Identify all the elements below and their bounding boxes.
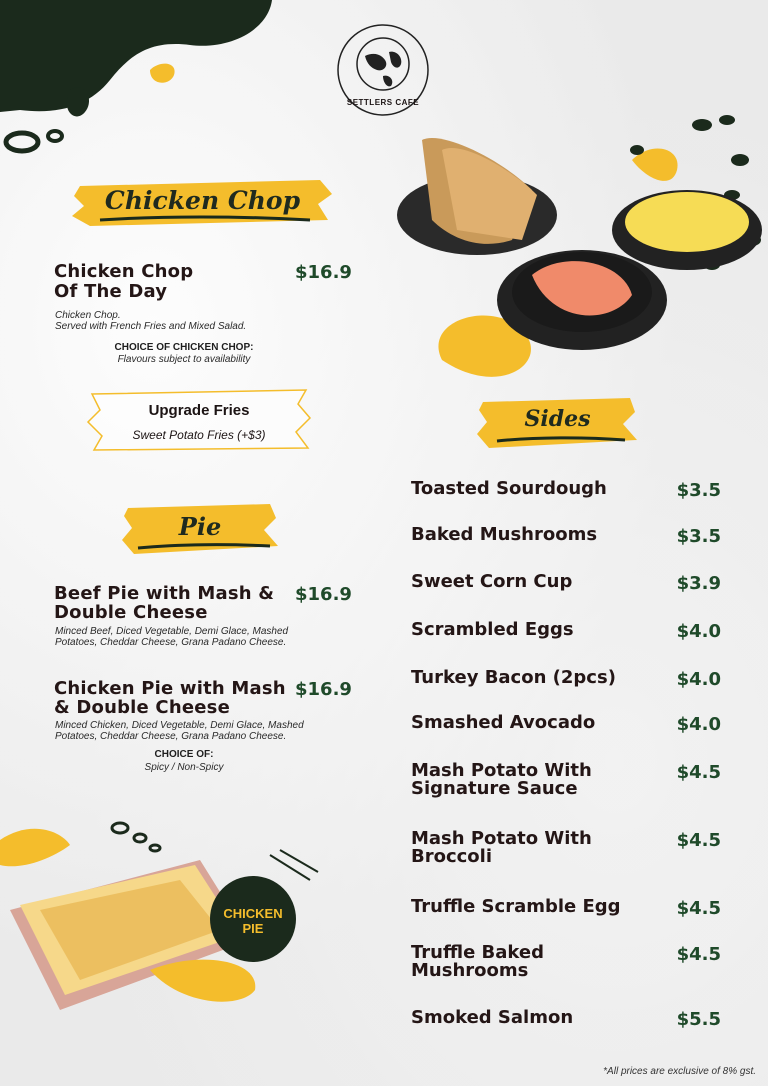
chicken-chop-choice-title: CHOICE OF CHICKEN CHOP: xyxy=(114,342,254,353)
side-item-price: $4.0 xyxy=(676,714,721,735)
side-item xyxy=(411,619,721,642)
upgrade-fries-frame xyxy=(84,388,314,454)
side-item-price: $4.0 xyxy=(676,669,721,690)
side-item-price: $3.9 xyxy=(676,573,721,594)
pie-choice-note: Spicy / Non-Spicy xyxy=(144,762,224,773)
side-item-name xyxy=(411,944,721,980)
chicken-pie-name xyxy=(54,679,286,717)
side-item-price: $3.5 xyxy=(676,480,721,501)
chicken-pie-desc-line2: Potatoes, Cheddar Cheese, Grana Padano Cheese. xyxy=(55,731,287,742)
side-item xyxy=(411,712,721,735)
chicken-pie-price: $16.9 xyxy=(295,679,352,700)
pie-choice-title: CHOICE OF: xyxy=(154,749,214,760)
chicken-pie-badge xyxy=(210,876,296,962)
side-item-name xyxy=(411,898,721,916)
upgrade-fries-title: Upgrade Fries xyxy=(148,402,250,419)
chicken-pie-name-line2: & Double Cheese xyxy=(54,697,230,718)
badge-line1: CHICKEN xyxy=(223,906,283,921)
side-item xyxy=(411,762,721,798)
side-item-name-line1: Turkey Bacon (2pcs) xyxy=(411,667,616,688)
side-item-name xyxy=(411,621,721,639)
beef-pie-desc-line1: Minced Beef, Diced Vegetable, Demi Glace, Mashed xyxy=(55,626,289,637)
side-item xyxy=(411,571,721,594)
beef-pie-name-line2: Double Cheese xyxy=(54,602,208,623)
chicken-chop-description xyxy=(55,310,246,332)
side-item xyxy=(411,830,721,866)
side-item-price: $4.5 xyxy=(676,898,721,919)
chicken-pie-badge-text xyxy=(210,906,296,936)
side-item-price: $4.0 xyxy=(676,621,721,642)
beef-pie-desc-line2: Potatoes, Cheddar Cheese, Grana Padano Cheese. xyxy=(55,637,287,648)
side-item-name-line2: Broccoli xyxy=(411,846,493,867)
side-item-name-line1: Baked Mushrooms xyxy=(411,524,598,545)
logo-text: SETTLERS CAFE xyxy=(346,98,420,107)
side-item-name-line1: Scrambled Eggs xyxy=(411,619,574,640)
side-item-name xyxy=(411,762,721,798)
breakfast-bowls-image xyxy=(382,100,768,390)
side-item-name xyxy=(411,573,721,591)
chicken-chop-heading: Chicken Chop xyxy=(104,186,301,215)
upgrade-fries-option: Sweet Potato Fries (+$3) xyxy=(132,428,266,442)
chicken-chop-name-line2: Of The Day xyxy=(54,281,168,302)
chicken-chop-desc-line2: Served with French Fries and Mixed Salad. xyxy=(55,321,247,332)
side-item-name-line2: Mushrooms xyxy=(411,960,529,981)
side-item-price: $4.5 xyxy=(676,944,721,965)
side-item-name xyxy=(411,669,721,687)
side-item-name-line1: Sweet Corn Cup xyxy=(411,571,573,592)
chicken-pie-desc-line1: Minced Chicken, Diced Vegetable, Demi Glace, Mashed xyxy=(55,720,304,731)
side-item-name-line1: Mash Potato With xyxy=(411,828,592,849)
beef-pie-name-line1: Beef Pie with Mash & xyxy=(54,583,275,604)
side-item-name-line1: Smoked Salmon xyxy=(411,1007,574,1028)
pie-heading: Pie xyxy=(178,512,222,541)
chicken-chop-desc-line1: Chicken Chop. xyxy=(55,310,121,321)
side-item xyxy=(411,478,721,501)
side-item-name xyxy=(411,714,721,732)
beef-pie-name xyxy=(54,584,274,622)
side-item-name-line1: Toasted Sourdough xyxy=(411,478,607,499)
side-item-name-line1: Truffle Baked xyxy=(411,942,545,963)
chicken-chop-choice-note: Flavours subject to availability xyxy=(117,354,251,365)
side-item-price: $3.5 xyxy=(676,526,721,547)
side-item xyxy=(411,524,721,547)
chicken-pie-description xyxy=(55,720,304,742)
badge-line2: PIE xyxy=(242,921,264,936)
side-item-name-line1: Mash Potato With xyxy=(411,760,592,781)
beef-pie-description xyxy=(55,626,288,648)
chicken-chop-item-name xyxy=(54,262,193,302)
gst-footnote: *All prices are exclusive of 8% gst. xyxy=(603,1066,756,1077)
side-item-price: $4.5 xyxy=(676,762,721,783)
side-item-name-line1: Truffle Scramble Egg xyxy=(411,896,621,917)
side-item-name xyxy=(411,526,721,544)
side-item-price: $5.5 xyxy=(676,1009,721,1030)
side-item xyxy=(411,667,721,690)
chicken-pie-name-line1: Chicken Pie with Mash xyxy=(54,678,286,699)
side-item-name xyxy=(411,1009,721,1027)
sides-heading: Sides xyxy=(524,406,591,432)
side-item-name-line1: Smashed Avocado xyxy=(411,712,596,733)
chicken-chop-price: $16.9 xyxy=(295,262,352,283)
chicken-chop-name-line1: Chicken Chop xyxy=(54,261,194,282)
side-item-name xyxy=(411,480,721,498)
side-item xyxy=(411,1007,721,1030)
side-item xyxy=(411,944,721,980)
side-item-price: $4.5 xyxy=(676,830,721,851)
side-item-name xyxy=(411,830,721,866)
beef-pie-price: $16.9 xyxy=(295,584,352,605)
side-item xyxy=(411,896,721,919)
dark-blob-decoration xyxy=(0,0,280,170)
side-item-name-line2: Signature Sauce xyxy=(411,778,578,799)
